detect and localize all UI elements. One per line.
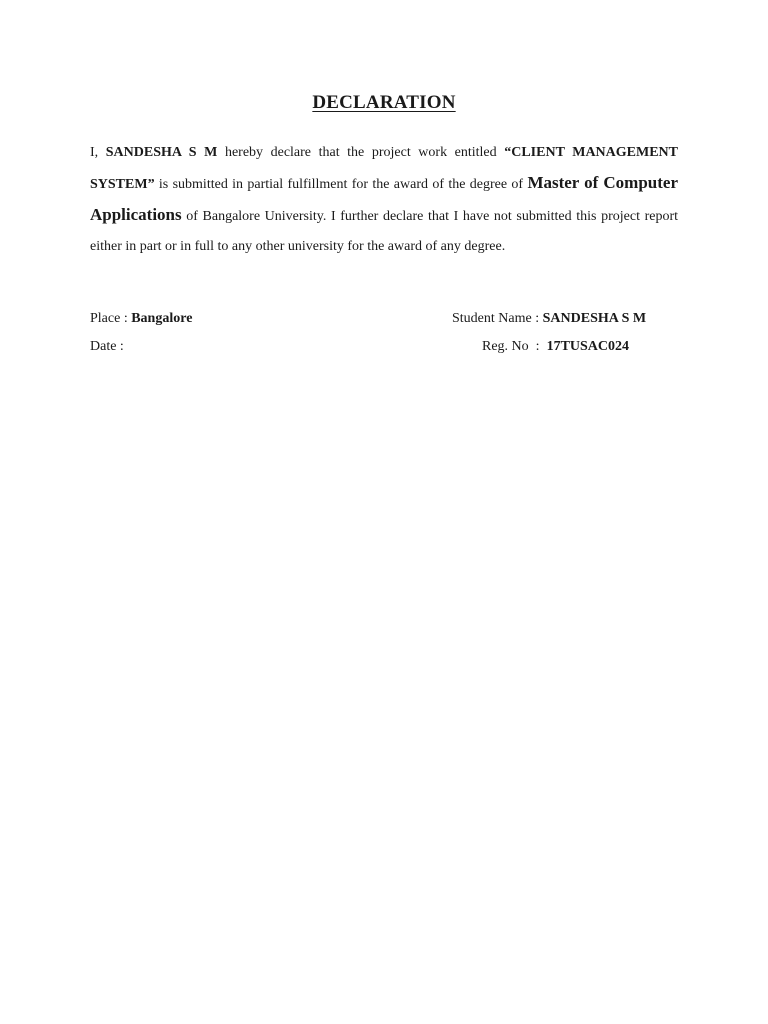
declaration-text-3: of Bangalore University. I further declare that I have not submitted this project report either in part or in full to any other university for the award of any degree. <box>90 209 678 254</box>
declaration-text-1: hereby declare that the project work entitled <box>217 145 505 160</box>
place-value: Bangalore <box>131 311 193 326</box>
place-line <box>90 309 192 329</box>
reg-no-value: 17TUSAC024 <box>546 339 630 354</box>
place-label: Place : <box>90 311 132 326</box>
date-label: Date : <box>90 339 124 354</box>
declaration-intro: I, <box>90 145 106 160</box>
page-title: DECLARATION <box>312 92 456 113</box>
declaration-paragraph <box>90 138 678 262</box>
declaration-project-title: “CLIENT MANAGEMENT SYSTEM” <box>90 145 678 192</box>
reg-no-line <box>482 337 629 357</box>
date-line <box>90 337 124 357</box>
declaration-text-2: is submitted in partial fulfillment for the award of the degree of <box>154 177 528 192</box>
declaration-student-name: SANDESHA S M <box>105 145 218 160</box>
reg-no-label: Reg. No : <box>482 339 547 354</box>
student-name-value: SANDESHA S M <box>542 311 647 326</box>
student-name-label: Student Name : <box>452 311 543 326</box>
declaration-degree: Master of Computer Applications <box>90 173 678 224</box>
student-name-line <box>452 309 646 329</box>
